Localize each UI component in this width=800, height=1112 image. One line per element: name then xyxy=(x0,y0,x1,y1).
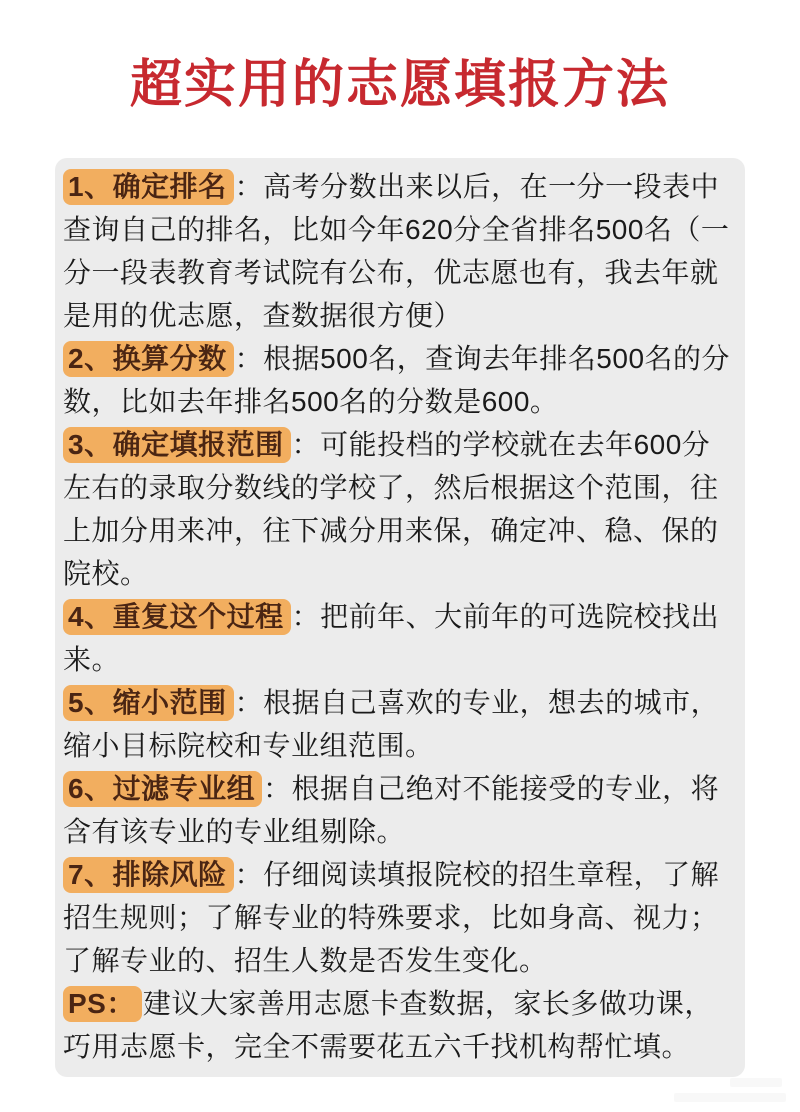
step-item-3 xyxy=(63,423,737,595)
step-5-label-highlight: 5、缩小范围 xyxy=(63,685,234,721)
step-3-text: ：可能投档的学校就在去年600分左右的录取分数线的学校了，然后根据这个范围，往上加分用来冲，往下减分用来保，确定冲、稳、保的院校。 xyxy=(63,429,719,589)
step-4-label-highlight: 4、重复这个过程 xyxy=(63,599,291,635)
ps-item xyxy=(63,982,737,1068)
step-item-1 xyxy=(63,165,737,337)
step-6-label-highlight: 6、过滤专业组 xyxy=(63,771,262,807)
step-7-label-highlight: 7、排除风险 xyxy=(63,857,234,893)
ps-text: 建议大家善用志愿卡查数据，家长多做功课，巧用志愿卡，完全不需要花五六千找机构帮忙填。 xyxy=(63,988,713,1062)
step-6-text: ：根据自己绝对不能接受的专业，将含有该专业的专业组剔除。 xyxy=(63,773,720,847)
step-item-2 xyxy=(63,337,737,423)
watermark-line xyxy=(674,1093,786,1102)
step-item-4 xyxy=(63,595,737,681)
step-2-text: ：根据500名，查询去年排名500名的分数，比如去年排名500名的分数是600。 xyxy=(63,343,731,417)
content-card xyxy=(55,158,745,1077)
ps-label-highlight: PS： xyxy=(63,986,142,1022)
watermark-line xyxy=(730,1078,782,1087)
step-item-5 xyxy=(63,681,737,767)
step-4-text: ：把前年、大前年的可选院校找出来。 xyxy=(63,601,720,675)
step-1-label-highlight: 1、确定排名 xyxy=(63,169,234,205)
step-2-label-highlight: 2、换算分数 xyxy=(63,341,234,377)
step-7-text: ：仔细阅读填报院校的招生章程，了解招生规则；了解专业的特殊要求，比如身高、视力；了解专业的、招生人数是否发生变化。 xyxy=(63,859,720,976)
step-item-7 xyxy=(63,853,737,982)
step-1-text: ：高考分数出来以后，在一分一段表中查询自己的排名，比如今年620分全省排名500名（一分一段表教育考试院有公布，优志愿也有，我去年就是用的优志愿，查数据很方便） xyxy=(63,171,730,331)
step-item-6 xyxy=(63,767,737,853)
step-3-label-highlight: 3、确定填报范围 xyxy=(63,427,291,463)
watermark xyxy=(674,1078,786,1102)
step-5-text: ：根据自己喜欢的专业，想去的城市，缩小目标院校和专业组范围。 xyxy=(63,687,720,761)
infographic-page xyxy=(0,45,800,1077)
page-title: 超实用的志愿填报方法 xyxy=(129,56,670,114)
